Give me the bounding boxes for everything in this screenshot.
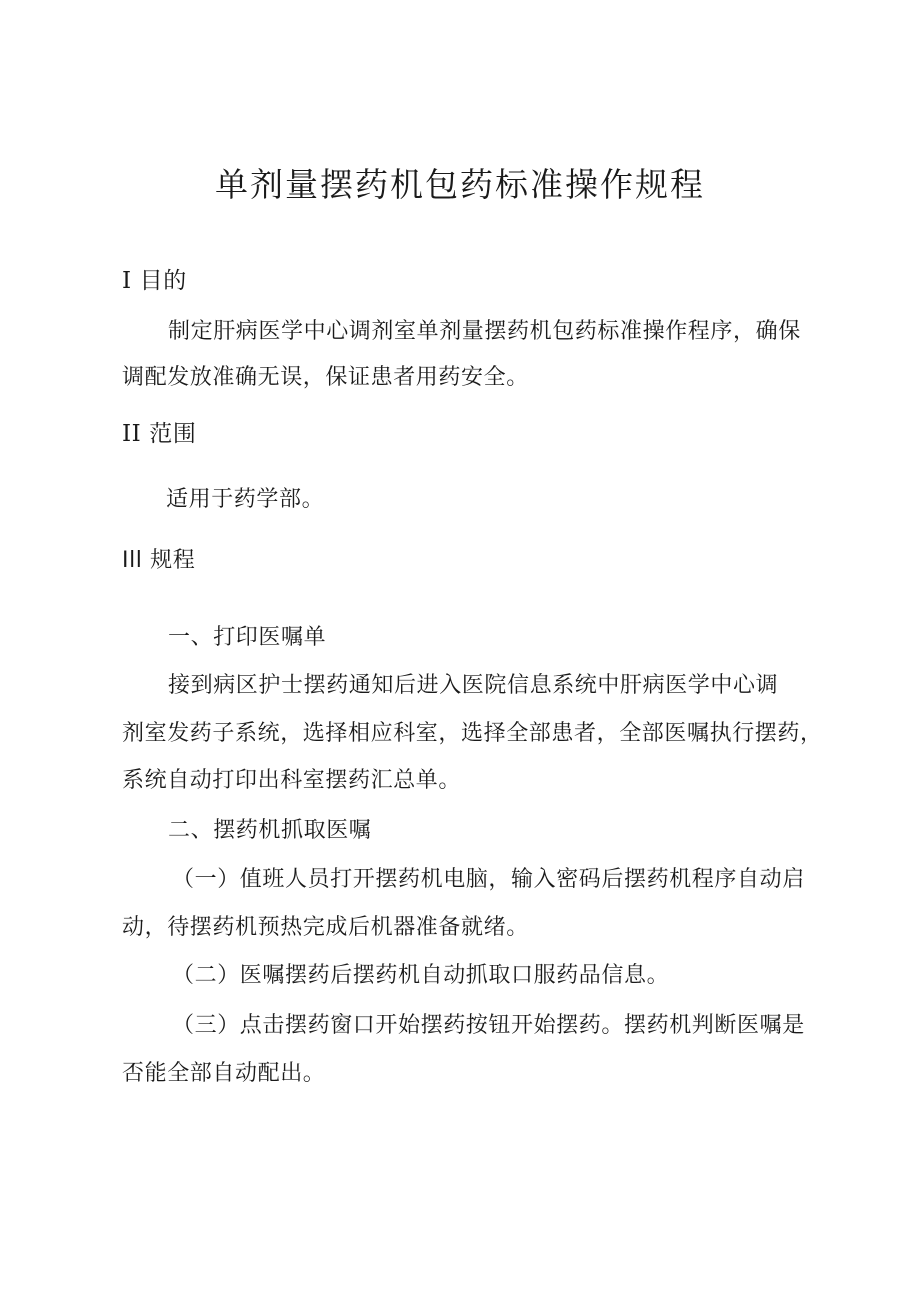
step-heading-print-orders: 一、打印医嘱单 bbox=[168, 625, 327, 650]
section-heading-procedure: Ill 规程 bbox=[122, 548, 196, 573]
step-heading-capture-orders: 二、摆药机抓取医嘱 bbox=[168, 818, 372, 843]
section-heading-scope: II 范围 bbox=[122, 421, 197, 447]
paragraph-line: 制定肝病医学中心调剂室单剂量摆药机包药标准操作程序，确保 bbox=[168, 319, 801, 344]
paragraph-line: 调配发放准确无误，保证患者用药安全。 bbox=[122, 365, 529, 390]
paragraph-line: （三）点击摆药窗口开始摆药按钮开始摆药。摆药机判断医嘱是 bbox=[172, 1013, 805, 1038]
paragraph-line: 适用于药学部。 bbox=[166, 487, 325, 512]
paragraph-line: 系统自动打印出科室摆药汇总单。 bbox=[122, 768, 462, 793]
document-title: 单剂量摆药机包药标准操作规程 bbox=[215, 165, 705, 204]
paragraph-line: （一）值班人员打开摆药机电脑，输入密码后摆药机程序自动启 bbox=[172, 867, 805, 892]
section-heading-purpose: I 目的 bbox=[122, 268, 187, 294]
paragraph-line: 接到病区护士摆药通知后进入医院信息系统中肝病医学中心调 bbox=[168, 673, 779, 698]
paragraph-line: 动，待摆药机预热完成后机器准备就绪。 bbox=[122, 915, 529, 940]
paragraph-line: 否能全部自动配出。 bbox=[122, 1061, 326, 1086]
paragraph-line: 剂室发药子系统，选择相应科室，选择全部患者，全部医嘱执行摆药， bbox=[122, 721, 823, 746]
paragraph-line: （二）医嘱摆药后摆药机自动抓取口服药品信息。 bbox=[172, 963, 670, 988]
